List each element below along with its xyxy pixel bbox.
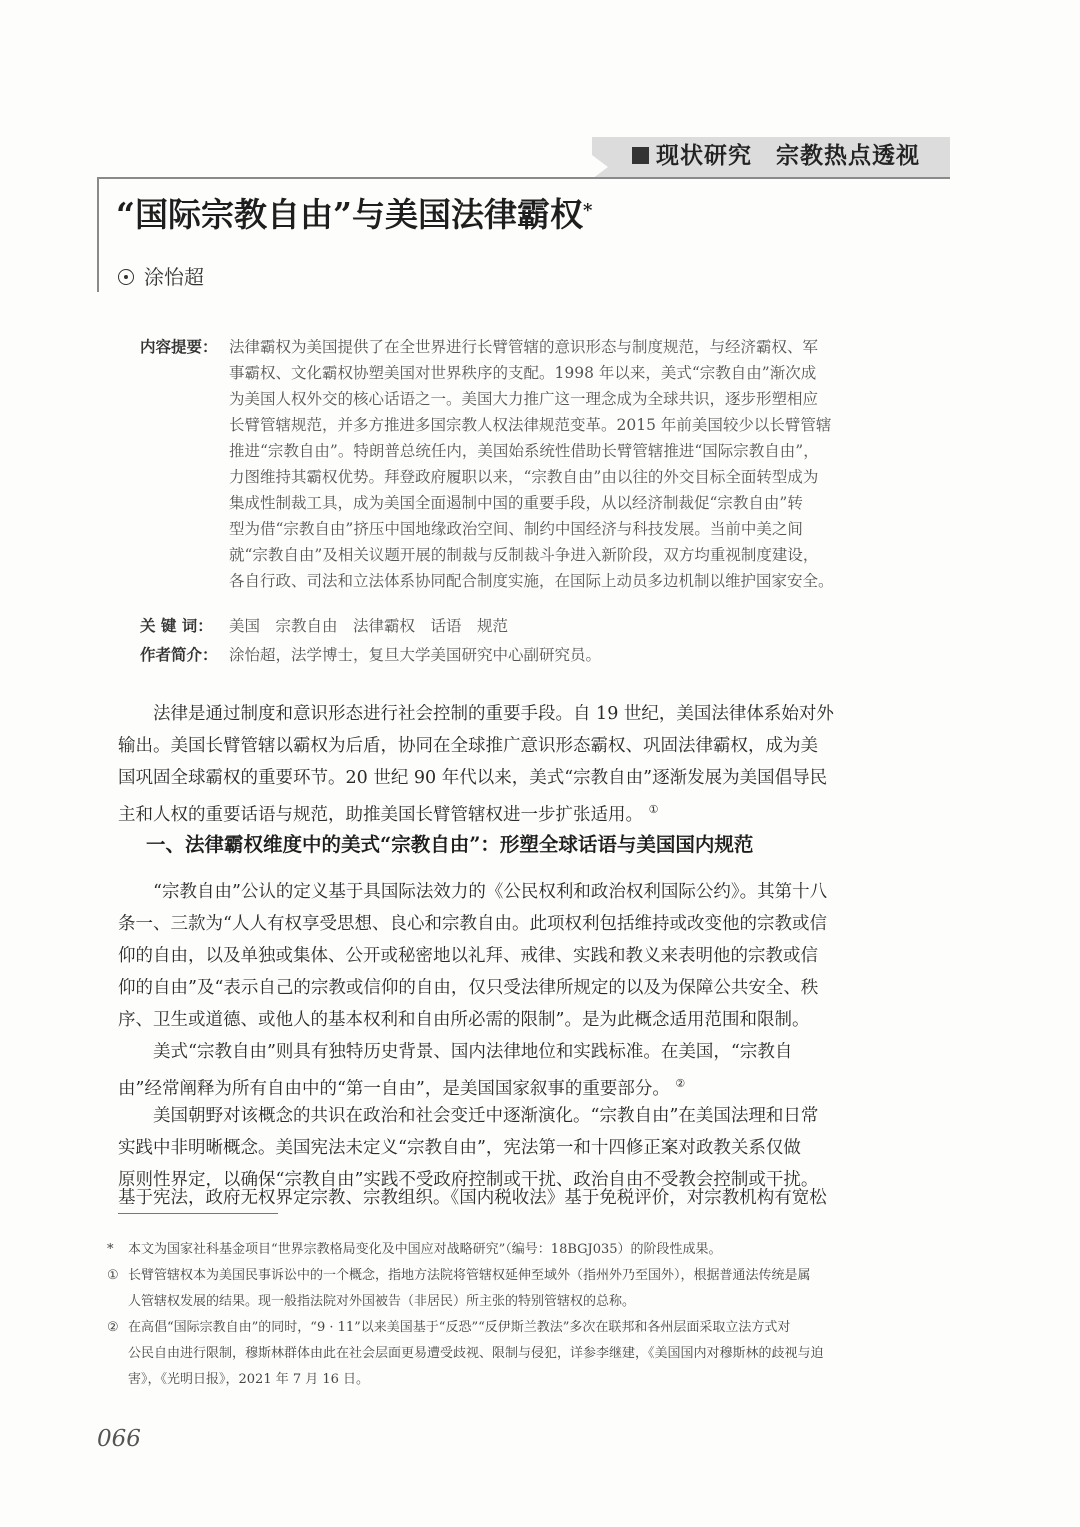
- abstract-line: 集成性制裁工具，成为美国全面遏制中国的重要手段，从以经济制裁促“宗教自由”转: [229, 494, 803, 512]
- footnote-mark: ②: [107, 1320, 119, 1335]
- article-title-text: “国际宗教自由”与美国法律霸权: [116, 195, 583, 234]
- title-footnote-marker: *: [582, 200, 593, 221]
- keywords-label: 关 键 词：: [140, 617, 213, 635]
- body-line: [118, 796, 658, 829]
- body-line: [118, 1070, 685, 1103]
- abstract-line: 事霸权、文化霸权协塑美国对世界秩序的支配。1998 年以来，美式“宗教自由”渐次成: [229, 364, 817, 382]
- footnote-line: 公民自由进行限制，穆斯林群体由此在社会层面更易遭受歧视、限制与侵犯，详参李继建，《美国国内对穆斯林的歧视与迫: [128, 1346, 824, 1361]
- page-number: 066: [97, 1426, 141, 1452]
- footnote-ref: ①: [648, 803, 659, 816]
- body-line: 条一、三款为“人人有权享受思想、良心和宗教自由。此项权利包括维持或改变他的宗教或信: [118, 914, 827, 934]
- footnote-mark: *: [107, 1242, 114, 1257]
- body-line: 实践中非明晰概念。美国宪法未定义“宗教自由”，宪法第一和十四修正案对政教关系仅做: [118, 1138, 801, 1158]
- abstract-line: 各自行政、司法和立法体系协同配合制度实施，在国际上动员多边机制以维护国家安全。: [229, 572, 834, 590]
- body-line-text: 由”经常阐释为所有自由中的“第一自由”，是美国国家叙事的重要部分。: [118, 1078, 670, 1099]
- abstract-line: 长臂管辖规范，并多方推进多国宗教人权法律规范变革。2015 年前美国较少以长臂管辖: [229, 416, 832, 434]
- abstract-label: 内容提要：: [140, 338, 218, 356]
- body-line: 仰的自由”及“表示自己的宗教或信仰的自由，仅只受法律所规定的以及为保障公共安全、秩: [118, 978, 819, 998]
- footnote-line: 害》，《光明日报》，2021 年 7 月 16 日。: [128, 1372, 370, 1387]
- header-rule: [97, 177, 950, 179]
- author-bio: 涂怡超，法学博士，复旦大学美国研究中心副研究员。: [229, 646, 602, 664]
- footnote-line: 长臂管辖权本为美国民事诉讼中的一个概念，指地方法院将管辖权延伸至域外（指州外乃至国外），根据普通法传统是属: [128, 1268, 811, 1283]
- author-line: [118, 262, 204, 292]
- abstract-line: 推进“宗教自由”。特朗普总统任内，美国始系统性借助长臂管辖推进“国际宗教自由”，: [229, 442, 819, 460]
- footnote-mark: ①: [107, 1268, 119, 1283]
- header-square-icon: [632, 147, 649, 164]
- footnote-line: 人管辖权发展的结果。现一般指法院对外国被告（非居民）所主张的特别管辖权的总称。: [128, 1294, 636, 1309]
- circle-dot-icon: [118, 269, 134, 285]
- title-left-rule: [97, 177, 99, 292]
- body-line: 输出。美国长臂管辖以霸权为后盾，协同在全球推广意识形态霸权、巩固法律霸权，成为美: [118, 736, 818, 756]
- body-line: 国巩固全球霸权的重要环节。20 世纪 90 年代以来，美式“宗教自由”逐渐发展为美国倡导民: [118, 768, 828, 788]
- body-line: 仰的自由，以及单独或集体、公开或秘密地以礼拜、戒律、实践和教义来表明他的宗教或信: [118, 946, 818, 966]
- author-bio-label: 作者简介：: [140, 646, 218, 664]
- body-line: 序、卫生或道德、或他人的基本权利和自由所必需的限制”。是为此概念适用范围和限制。: [118, 1010, 810, 1030]
- abstract-line: 就“宗教自由”及相关议题开展的制裁与反制裁斗争进入新阶段，双方均重视制度建设，: [229, 546, 819, 564]
- footnote-line: 在高倡“国际宗教自由”的同时，“9 · 11”以来美国基于“反恐”“反伊斯兰教法”多次在联邦和各州层面采取立法方式对: [128, 1320, 791, 1335]
- body-line: 基于宪法，政府无权界定宗教、宗教组织。《国内税收法》基于免税评价，对宗教机构有宽松: [118, 1188, 827, 1208]
- body-line: 美国朝野对该概念的共识在政治和社会变迁中逐渐演化。“宗教自由”在美国法理和日常: [118, 1106, 819, 1126]
- section-heading: 一、法律霸权维度中的美式“宗教自由”：形塑全球话语与美国国内规范: [146, 833, 754, 856]
- footnote-line: 本文为国家社科基金项目“世界宗教格局变化及中国应对战略研究”（编号：18BGJ035）的阶段性成果。: [128, 1242, 722, 1257]
- body-line: 美式“宗教自由”则具有独特历史背景、国内法律地位和实践标准。在美国，“宗教自: [118, 1042, 793, 1062]
- author-name: 涂怡超: [144, 265, 204, 289]
- keywords: 美国 宗教自由 法律霸权 话语 规范: [229, 617, 509, 635]
- header-notch-decoration: [592, 155, 608, 179]
- section-label: 现状研究 宗教热点透视: [656, 143, 920, 169]
- body-line: 原则性界定，以确保“宗教自由”实践不受政府控制或干扰、政治自由不受教会控制或干扰。: [118, 1170, 819, 1190]
- abstract-line: 法律霸权为美国提供了在全世界进行长臂管辖的意识形态与制度规范，与经济霸权、军: [229, 338, 819, 356]
- abstract-line: 为美国人权外交的核心话语之一。美国大力推广这一理念成为全球共识，逐步形塑相应: [229, 390, 819, 408]
- body-line: 法律是通过制度和意识形态进行社会控制的重要手段。自 19 世纪，美国法律体系始对外: [118, 704, 834, 724]
- abstract-line: 型为借“宗教自由”挤压中国地缘政治空间、制约中国经济与科技发展。当前中美之间: [229, 520, 803, 538]
- article-title: [116, 190, 592, 240]
- body-line-text: 主和人权的重要话语与规范，助推美国长臂管辖权进一步扩张适用。: [118, 804, 643, 825]
- footnote-rule: [118, 1213, 278, 1214]
- footnote-ref: ②: [675, 1077, 686, 1090]
- abstract-line: 力图维持其霸权优势。拜登政府履职以来，“宗教自由”由以往的外交目标全面转型成为: [229, 468, 819, 486]
- body-line: “宗教自由”公认的定义基于具国际法效力的《公民权利和政治权利国际公约》。其第十八: [118, 882, 828, 902]
